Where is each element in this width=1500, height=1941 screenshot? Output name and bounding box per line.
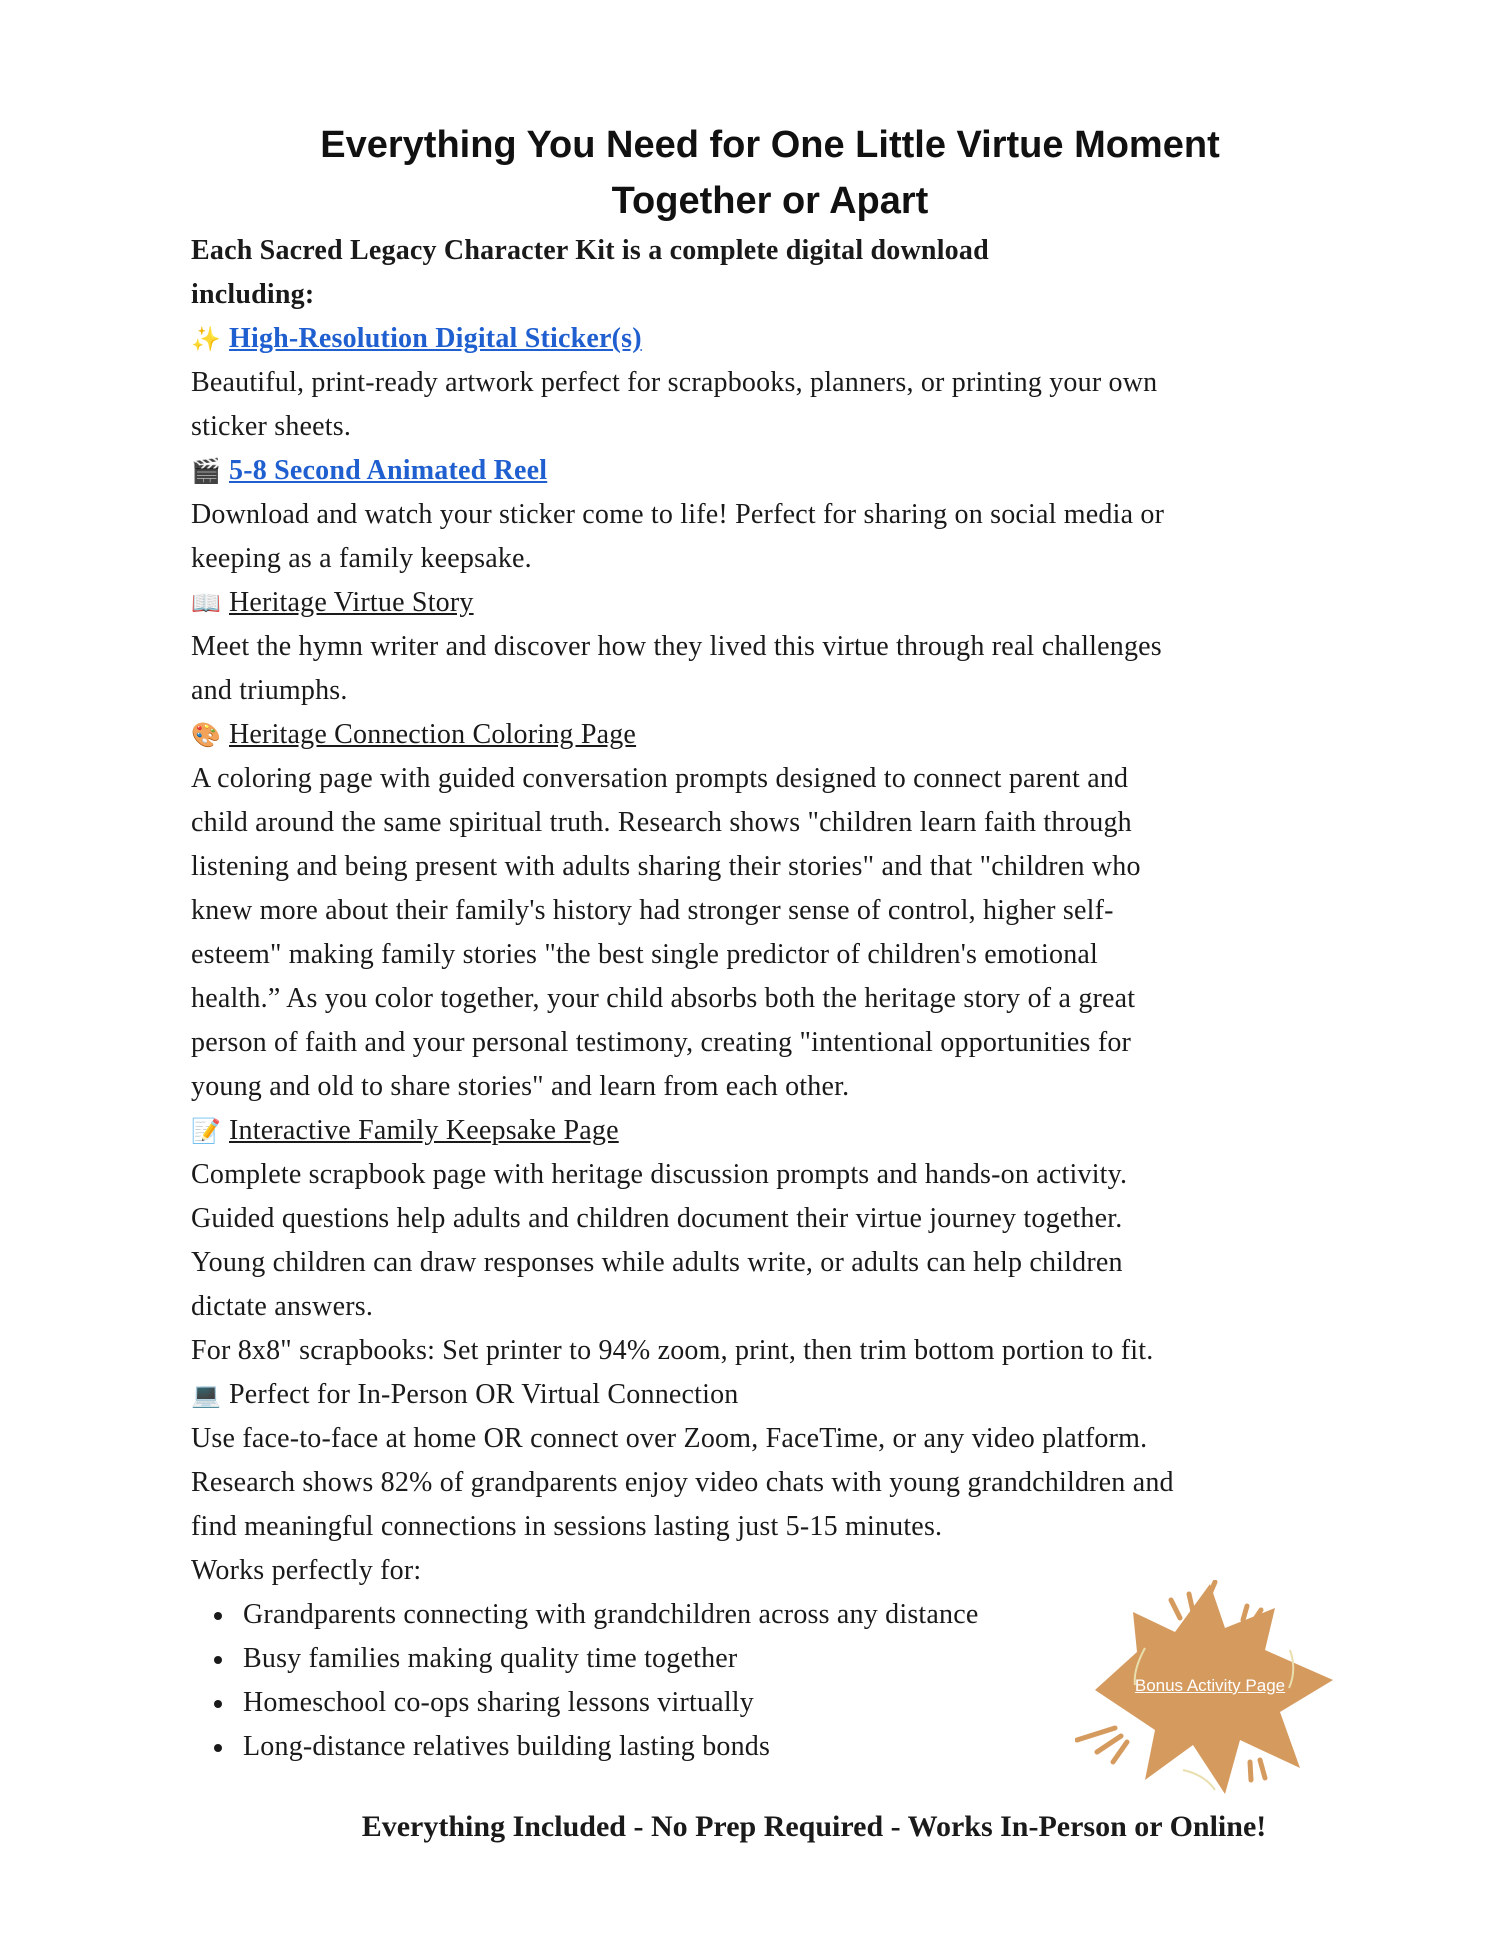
section-text-line: young and old to share stories" and learn from each other. (191, 1071, 850, 1102)
section-text-line: person of faith and your personal testimony, creating "intentional opportunities for (191, 1027, 1132, 1058)
section-heading[interactable] (191, 317, 1391, 361)
section-text-line: Guided questions help adults and children document their virtue journey together. (191, 1203, 1123, 1234)
footer-tagline: Everything Included - No Prep Required - Works In-Person or Online! (361, 1810, 1267, 1843)
section-heading-label[interactable]: Interactive Family Keepsake Page (229, 1115, 619, 1146)
section-text-line: Research shows 82% of grandparents enjoy video chats with young grandchildren and (191, 1467, 1174, 1498)
section-heading[interactable] (191, 581, 1391, 625)
memo-icon: 📝 (191, 1117, 222, 1145)
bullet-list-item: Homeschool co-ops sharing lessons virtually (191, 1681, 1391, 1725)
section-text-line: Use face-to-face at home OR connect over Zoom, FaceTime, or any video platform. (191, 1423, 1148, 1454)
section-text-line: Works perfectly for: (191, 1555, 422, 1586)
laptop-icon: 💻 (191, 1381, 222, 1409)
sparkles-icon: ✨ (191, 325, 222, 353)
section-text-line: Meet the hymn writer and discover how they lived this virtue through real challenges (191, 631, 1162, 662)
section-heading-label[interactable]: 5-8 Second Animated Reel (229, 455, 548, 486)
bullet-list-item: Long-distance relatives building lasting bonds (191, 1725, 1391, 1769)
section-heading-label[interactable]: Heritage Connection Coloring Page (229, 719, 637, 750)
section-text-line: Download and watch your sticker come to life! Perfect for sharing on social media or (191, 499, 1165, 530)
page-title-line-2: Together or Apart (611, 180, 929, 222)
section-heading-label: Perfect for In-Person OR Virtual Connection (229, 1379, 739, 1410)
section-text-line: health.” As you color together, your child absorbs both the heritage story of a great (191, 983, 1136, 1014)
section-text-line: esteem" making family stories "the best single predictor of children's emotional (191, 939, 1099, 970)
section-text-line: Young children can draw responses while adults write, or adults can help children (191, 1247, 1123, 1278)
section-text-line: knew more about their family's history had stronger sense of control, higher self- (191, 895, 1114, 926)
section-text-line: keeping as a family keepsake. (191, 543, 532, 574)
section-heading-label[interactable]: High-Resolution Digital Sticker(s) (229, 323, 642, 354)
section-heading[interactable] (191, 1109, 1391, 1153)
section-text-line: sticker sheets. (191, 411, 352, 442)
palette-icon: 🎨 (191, 721, 222, 749)
intro-line: including: (191, 279, 315, 310)
section-text-line: For 8x8" scrapbooks: Set printer to 94% zoom, print, then trim bottom portion to fit. (191, 1335, 1154, 1366)
open-book-icon: 📖 (191, 589, 222, 617)
section-text-line: A coloring page with guided conversation prompts designed to connect parent and (191, 763, 1129, 794)
section-heading-label[interactable]: Heritage Virtue Story (229, 587, 474, 618)
section-text-line: listening and being present with adults sharing their stories" and that "children who (191, 851, 1141, 882)
section-text-line: child around the same spiritual truth. Research shows "children learn faith through (191, 807, 1132, 838)
section-text-line: and triumphs. (191, 675, 348, 706)
intro-line: Each Sacred Legacy Character Kit is a complete digital download (191, 235, 989, 266)
section-heading (191, 1373, 1391, 1417)
bonus-activity-page-link[interactable]: Bonus Activity Page (1134, 1676, 1286, 1695)
section-heading[interactable] (191, 713, 1391, 757)
document-body (191, 229, 1391, 1769)
bullet-list-item: Busy families making quality time together (191, 1637, 1391, 1681)
section-text-line: find meaningful connections in sessions lasting just 5-15 minutes. (191, 1511, 943, 1542)
page-title-line-1: Everything You Need for One Little Virtue Moment (320, 124, 1220, 166)
section-heading[interactable] (191, 449, 1391, 493)
bullet-list-item: Grandparents connecting with grandchildren across any distance (191, 1593, 1391, 1637)
section-text-line: Complete scrapbook page with heritage discussion prompts and hands-on activity. (191, 1159, 1128, 1190)
clapper-board-icon: 🎬 (191, 457, 222, 485)
section-text-line: dictate answers. (191, 1291, 374, 1322)
section-text-line: Beautiful, print-ready artwork perfect for scrapbooks, planners, or printing your own (191, 367, 1158, 398)
